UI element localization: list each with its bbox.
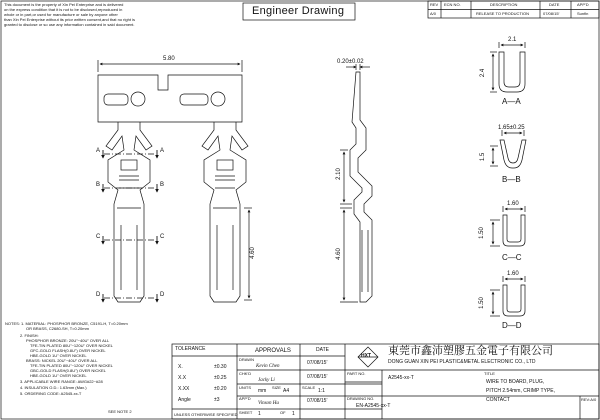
dimension-cc-height: 1.50 (478, 227, 485, 239)
tolerance-label: X. (178, 364, 183, 370)
dimension-overall-width: 5.80 (163, 56, 175, 62)
section-label-bb: B—B (502, 175, 521, 184)
section-aa-profile (490, 42, 525, 92)
section-dd-profile (490, 276, 525, 316)
scale-value: 1:1 (318, 388, 325, 394)
title-label: TITLE (484, 371, 495, 376)
note-line: 5. ORDERING CODE: A2545-xx-T (20, 391, 82, 396)
note-line: PHOSPHOR BRONZE: 20U"~40U" OVER ALL (26, 338, 110, 343)
dimension-height-b: 4.60 (335, 248, 342, 260)
tolerance-value: ±3 (214, 397, 220, 403)
appd-header: APP'D (577, 2, 589, 7)
side-view-terminal (350, 72, 372, 302)
title-line: PITCH 2.54mm, CRIMP TYPE, (486, 388, 555, 394)
checked-date: 07/08/15' (307, 374, 328, 380)
tolerance-label: X.X (178, 375, 187, 381)
appd-value: Sunfin (577, 10, 589, 16)
sheet-value: 1 (258, 411, 261, 417)
size-value: A4 (283, 388, 290, 394)
section-mark-b-left: B (96, 182, 101, 188)
tolerance-label: X.XX (178, 386, 190, 392)
revision-label: REV:A/0 (581, 397, 597, 402)
notice-line: than Xin Pei Enterprise without its prior written consent,and that no right is (4, 17, 135, 22)
date-value: 07/08/15' (543, 10, 560, 16)
drawing-title-banner: Engineer Drawing (252, 5, 345, 17)
date-header: DATE (549, 2, 560, 7)
note-line: TFE-TIN PLATED 80U"~120U" OVER NICKEL (30, 343, 113, 348)
dimension-height-c: 4.60 (249, 247, 256, 259)
company-logo-text: HXT (361, 353, 371, 359)
checked-label: CHK'D (239, 371, 252, 376)
description-header: DESCRIPTION (490, 2, 518, 7)
note-line: OR BRASS, C2680-SH, T=0.20mm (26, 326, 89, 331)
section-label-dd: D—D (502, 321, 522, 330)
dimension-bb-width: 1.65±0.25 (498, 125, 525, 131)
section-mark-a-right: A (160, 148, 165, 154)
drawn-signature: Kevin Chen (256, 364, 280, 369)
note-line: GFC-GOLD FLASH(0.8U") OVER NICKEL (30, 348, 106, 353)
note-line: 2. FINISH: (20, 333, 39, 338)
title-line: WIRE TO BOARD, PLUG, (486, 379, 545, 385)
title-line: CONTACT (486, 397, 510, 403)
dimension-cc-width: 1.60 (507, 201, 519, 207)
notice-line: whole or in part,or used for manufacture or sale by anyone other (4, 12, 118, 17)
section-mark-a-left: A (96, 148, 101, 154)
drawn-label: DRAWN (239, 357, 254, 362)
approved-date: 07/08/15' (307, 398, 328, 404)
dimension-aa-height: 2.4 (480, 68, 487, 78)
drawn-date: 07/08/15' (307, 360, 328, 366)
drawing-number-label: DRAWING NO. (347, 396, 375, 401)
note-line: HBE-GOLD 1U" OVER NICKEL (30, 353, 87, 358)
note-line: HBE-GOLD 1U" OVER NICKEL (30, 373, 87, 378)
note-line: NOTES: 1. MATERIAL: PHOSPHOR BRONZE, C5191-H, T=0.20mm (5, 321, 128, 326)
note-line: SEE NOTE 2 (108, 409, 132, 414)
section-mark-d-right: D (160, 292, 165, 298)
part-number-label: PART NO. (347, 371, 366, 376)
notice-line: This document is the property of Xin Pei Enterprise and is delivered (4, 2, 124, 7)
section-mark-c-right: C (160, 234, 165, 240)
note-line: GBC-GOLD FLASH(0.8U") OVER NICKEL (30, 368, 106, 373)
note-line: BRASS: NICKEL 20U"~40U" OVER ALL (26, 358, 98, 363)
approvals-date-header: DATE (316, 347, 329, 353)
tolerance-value: ±0.25 (214, 375, 227, 381)
notice-line: granted to disclose or so use any information contained in said document. (4, 22, 135, 27)
company-name-chinese: 東莞市鑫沛塑膠五金電子有限公司 (388, 345, 553, 357)
front-view-terminal (98, 75, 248, 302)
of-value: 1 (292, 411, 295, 417)
side-view-dimensions (340, 64, 370, 302)
of-label: OF (280, 410, 286, 415)
dimension-dd-width: 1.60 (507, 271, 519, 277)
section-mark-c-left: C (96, 234, 101, 240)
note-line: 4. INSULATION O.D.: 1.63mm (Max.) (20, 385, 87, 390)
size-label: SIZE (272, 385, 281, 390)
tolerance-value: ±0.30 (214, 364, 227, 370)
section-cut-lines (104, 154, 156, 298)
ecn-header: ECN NO. (444, 2, 461, 7)
rev-value: A/0 (430, 10, 437, 16)
checked-signature: Jacky Li (258, 378, 275, 383)
section-cc-profile (490, 206, 525, 246)
tolerance-value: ±0.20 (214, 386, 227, 392)
scale-label: SCALE (302, 385, 316, 390)
dimension-aa-width: 2.1 (508, 37, 517, 43)
drawing-number-value: EN-A2545-xx-T (356, 403, 391, 409)
section-mark-b-right: B (160, 182, 165, 188)
approvals-header: APPROVALS (255, 348, 291, 354)
section-label-aa: A—A (502, 97, 521, 106)
part-number-value: A2545-xx-T (388, 375, 414, 381)
section-mark-d-left: D (96, 292, 101, 298)
tolerance-header: TOLERANCE (175, 346, 206, 352)
note-line: 3. APPLICABLE WIRE RANGE: AWG#22~#28 (20, 379, 103, 384)
dimension-dd-height: 1.50 (478, 297, 485, 309)
units-label: UNITS (239, 385, 251, 390)
dimension-thickness: 0.20±0.02 (337, 59, 364, 65)
approved-signature: Vinson Hu (258, 401, 279, 406)
dimension-bb-height: 1.5 (480, 152, 487, 162)
approved-label: APP'D (239, 396, 251, 401)
tolerance-label: Angle (178, 397, 191, 403)
sheet-label: SHEET (239, 410, 253, 415)
units-value: mm (258, 388, 267, 394)
company-name-english: DONG GUAN XIN PEI PLASTIC&METAL ELECTRONIC CO., LTD (388, 359, 536, 365)
dimension-height-a: 2.10 (335, 168, 342, 180)
notice-line: on the express condition that it is not to be disclosed,reproduced in (4, 7, 123, 12)
tolerance-footer: UNLESS OTHERWISE SPECIFIED (174, 412, 238, 417)
note-line: TFE-TIN PLATED 80U"~120U" OVER NICKEL (30, 363, 113, 368)
section-bb-profile (490, 130, 526, 168)
section-label-cc: C—C (502, 253, 522, 262)
description-value: RELEASE TO PRODUCTION (476, 10, 529, 16)
rev-header: REV (430, 2, 439, 7)
